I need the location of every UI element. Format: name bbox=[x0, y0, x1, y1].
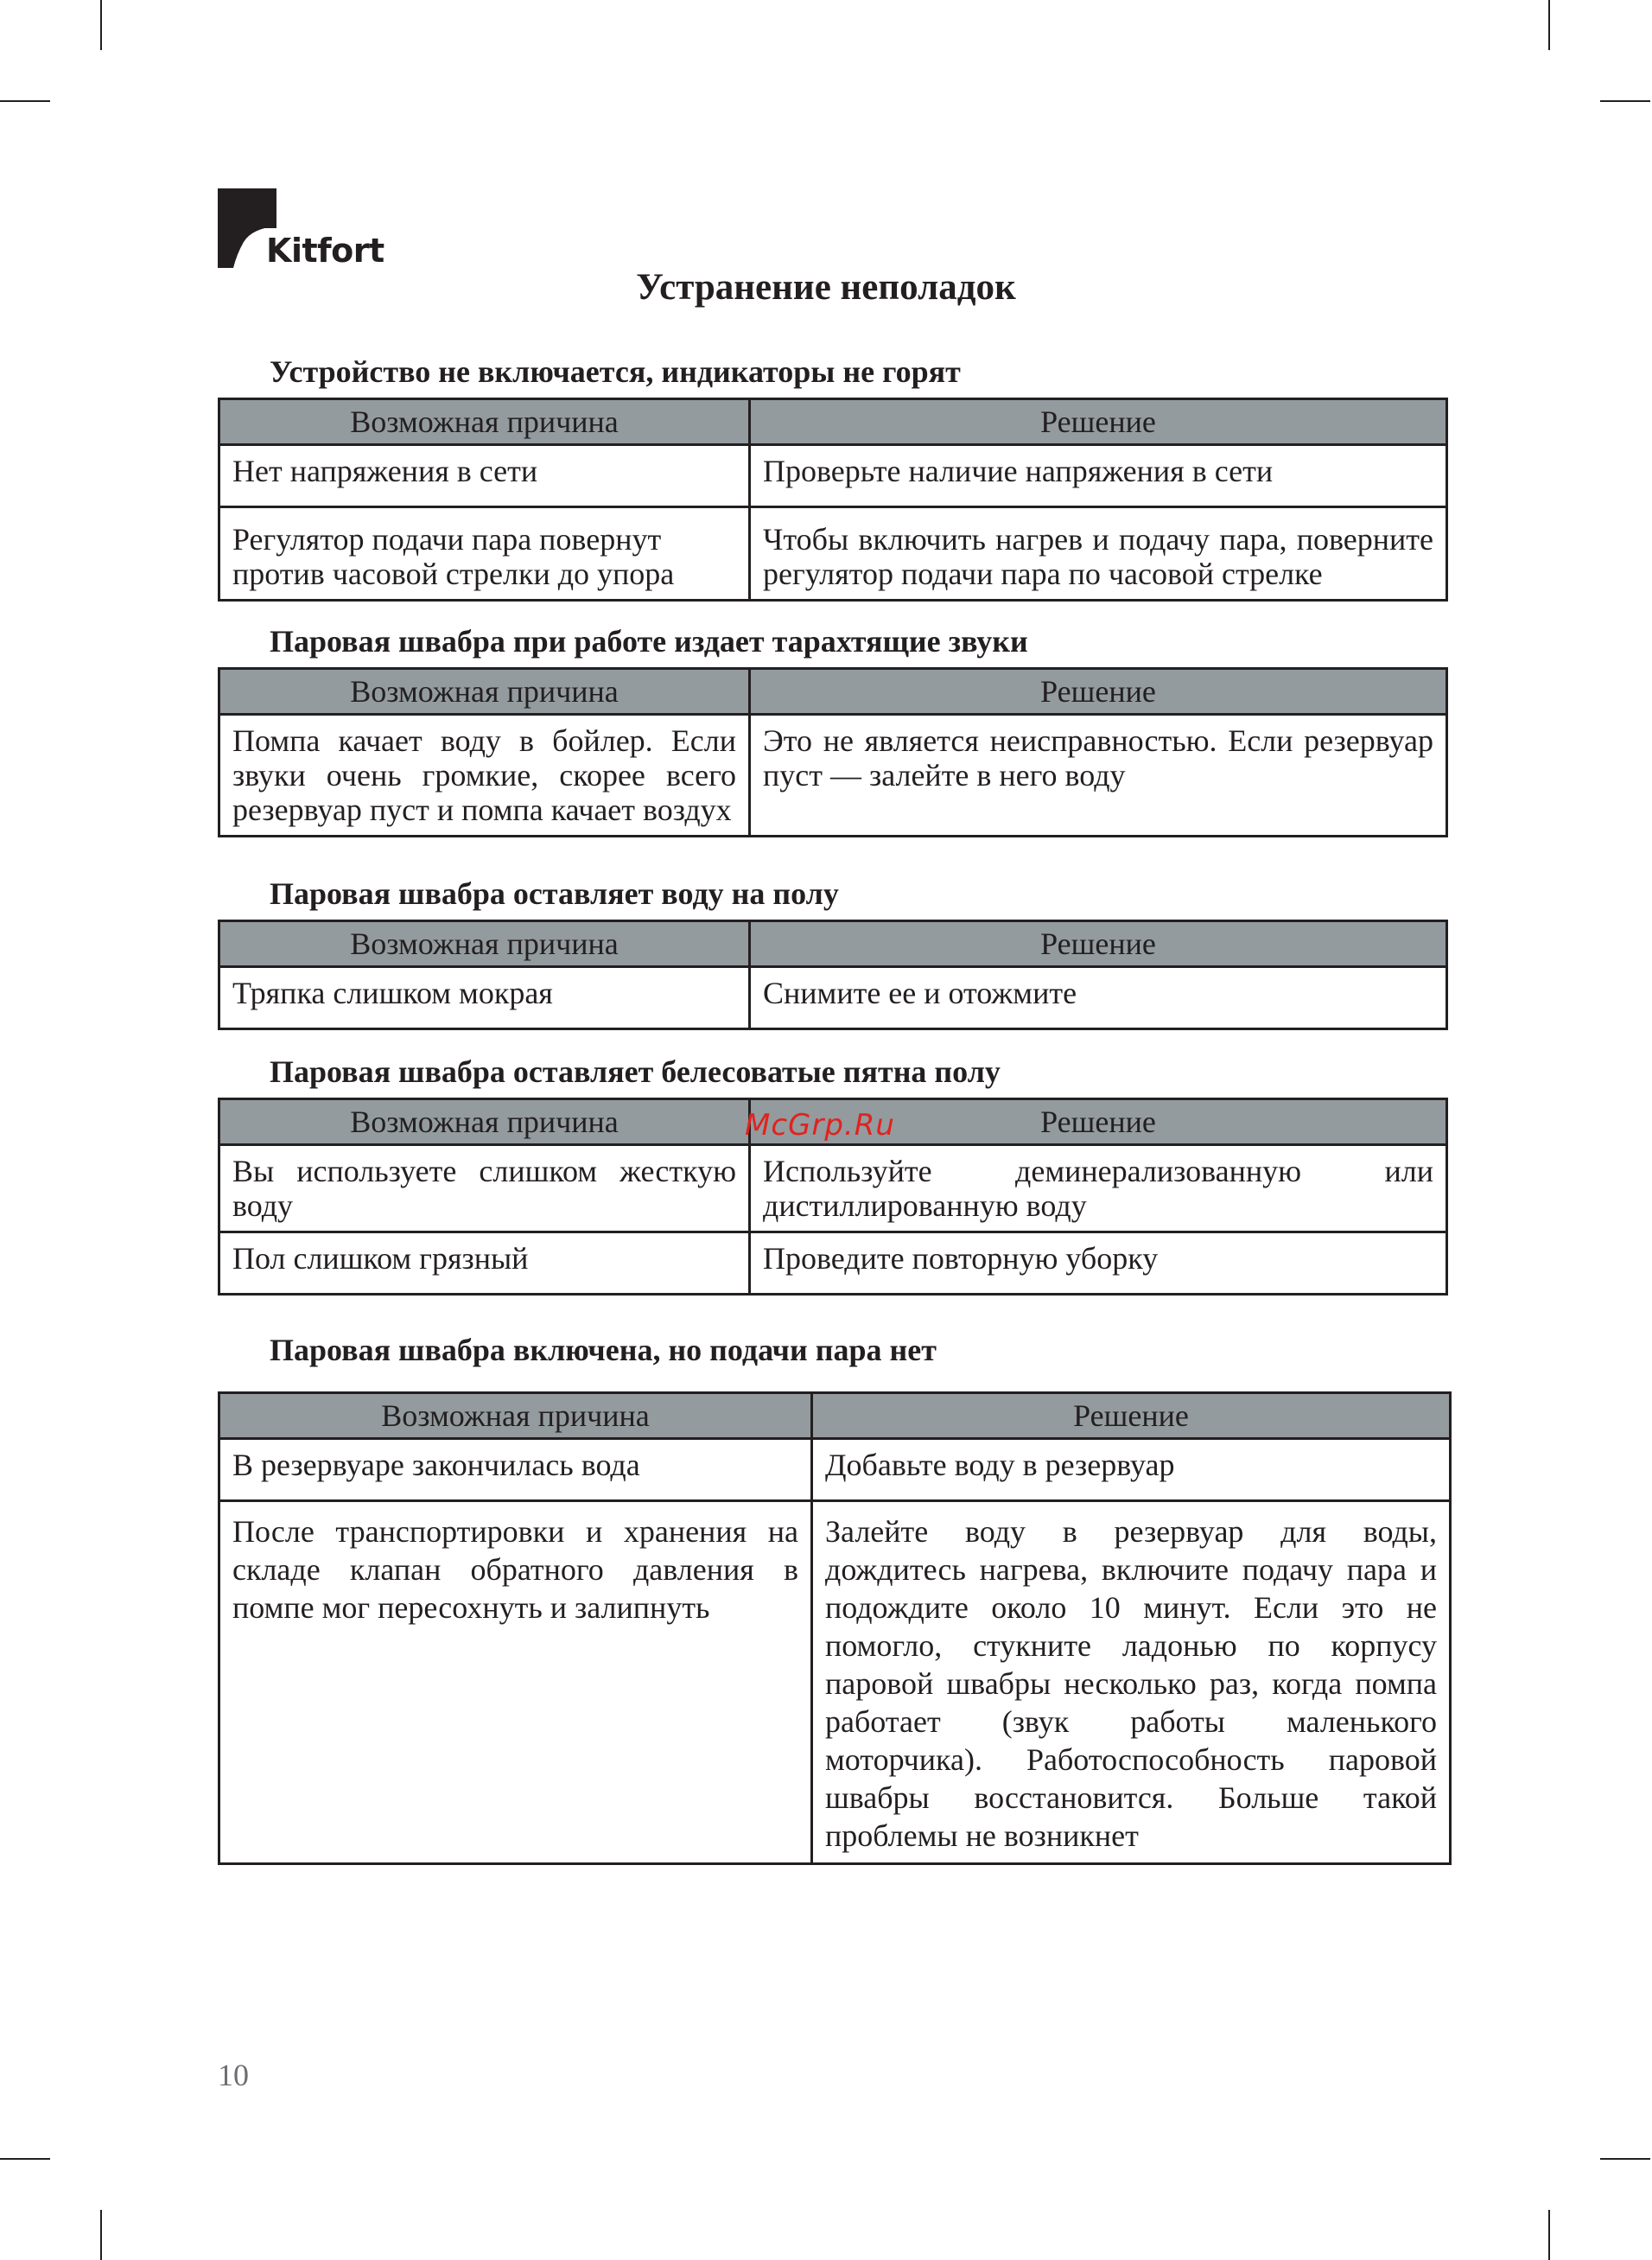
solution-cell: Залейте воду в резервуар для воды, дождитесь нагрева, включите подачу пара и подождите около 10 минут. Если это не помогло, стукните ладонью по корпусу паровой швабры несколько раз, когда помпа работает (звук работы маленького моторчика). Работоспособность паровой швабры восстановится. Больше такой проблемы не возникнет bbox=[812, 1501, 1451, 1864]
crop-mark bbox=[100, 0, 102, 50]
cause-cell: Пол слишком грязный bbox=[219, 1232, 750, 1295]
crop-mark bbox=[1600, 2158, 1650, 2160]
table-row bbox=[219, 1439, 1451, 1501]
solution-cell: Добавьте воду в резервуар bbox=[812, 1439, 1451, 1501]
cause-cell: После транспортировки и хранения на складе клапан обратного давления в помпе мог пересохнуть и залипнуть bbox=[219, 1501, 812, 1864]
section-title: Паровая швабра оставляет воду на полу bbox=[270, 876, 839, 911]
column-header-cause: Возможная причина bbox=[219, 921, 750, 967]
table-row bbox=[219, 1501, 1451, 1864]
troubleshooting-section bbox=[218, 622, 1448, 837]
crop-mark bbox=[1548, 0, 1550, 50]
page-number: 10 bbox=[218, 2058, 249, 2092]
solution-cell: Проверьте наличие напряжения в сети bbox=[750, 445, 1447, 507]
column-header-solution: Решение bbox=[750, 669, 1447, 715]
section-title: Паровая швабра оставляет белесоватые пятна полу bbox=[270, 1054, 1001, 1089]
troubleshooting-table bbox=[218, 920, 1448, 1030]
column-header-solution: Решение bbox=[750, 1099, 1447, 1145]
troubleshooting-section bbox=[218, 1331, 1452, 1865]
table-row bbox=[219, 1145, 1447, 1232]
brand-logo bbox=[218, 188, 382, 275]
section-title: Устройство не включается, индикаторы не горят bbox=[270, 354, 961, 389]
brand-name: Kitfort bbox=[266, 232, 384, 270]
solution-cell: Снимите ее и отожмите bbox=[750, 967, 1447, 1029]
troubleshooting-table bbox=[218, 1391, 1452, 1865]
column-header-solution: Решение bbox=[750, 399, 1447, 445]
crop-mark bbox=[1600, 100, 1650, 102]
table-row bbox=[219, 1232, 1447, 1295]
solution-cell: Чтобы включить нагрев и подачу пара, поверните регулятор подачи пара по часовой стрелке bbox=[750, 507, 1447, 601]
table-header-row bbox=[219, 1393, 1451, 1439]
solution-cell: Используйте деминерализованную или дистиллированную воду bbox=[750, 1145, 1447, 1232]
column-header-cause: Возможная причина bbox=[219, 669, 750, 715]
page-title: Устранение неполадок bbox=[636, 267, 1016, 308]
crop-mark bbox=[100, 2210, 102, 2260]
cause-cell: Вы используете слишком жесткую воду bbox=[219, 1145, 750, 1232]
cause-cell: Регулятор подачи пара повернут против часовой стрелки до упора bbox=[219, 507, 750, 601]
cause-cell: Помпа качает воду в бойлер. Если звуки очень громкие, скорее всего резервуар пуст и помпа качает воздух bbox=[219, 715, 750, 837]
cause-cell: Тряпка слишком мокрая bbox=[219, 967, 750, 1029]
troubleshooting-table bbox=[218, 398, 1448, 602]
table-header-row bbox=[219, 399, 1447, 445]
troubleshooting-section bbox=[218, 353, 1448, 602]
table-header-row bbox=[219, 921, 1447, 967]
column-header-cause: Возможная причина bbox=[219, 399, 750, 445]
section-title: Паровая швабра при работе издает тарахтящие звуки bbox=[270, 624, 1028, 659]
table-row bbox=[219, 445, 1447, 507]
column-header-cause: Возможная причина bbox=[219, 1099, 750, 1145]
cause-cell: Нет напряжения в сети bbox=[219, 445, 750, 507]
crop-mark bbox=[0, 100, 50, 102]
watermark: McGrp.Ru bbox=[745, 1108, 895, 1143]
section-title: Паровая швабра включена, но подачи пара нет bbox=[270, 1333, 937, 1367]
solution-cell: Проведите повторную уборку bbox=[750, 1232, 1447, 1295]
table-row bbox=[219, 967, 1447, 1029]
troubleshooting-section bbox=[218, 875, 1448, 1030]
table-header-row bbox=[219, 669, 1447, 715]
column-header-solution: Решение bbox=[750, 921, 1447, 967]
column-header-cause: Возможная причина bbox=[219, 1393, 812, 1439]
table-row bbox=[219, 507, 1447, 601]
cause-cell: В резервуаре закончилась вода bbox=[219, 1439, 812, 1501]
solution-cell: Это не является неисправностью. Если резервуар пуст — залейте в него воду bbox=[750, 715, 1447, 837]
crop-mark bbox=[1548, 2210, 1550, 2260]
column-header-solution: Решение bbox=[812, 1393, 1451, 1439]
troubleshooting-table bbox=[218, 667, 1448, 837]
table-row bbox=[219, 715, 1447, 837]
crop-mark bbox=[0, 2158, 50, 2160]
troubleshooting-section bbox=[218, 1053, 1448, 1296]
